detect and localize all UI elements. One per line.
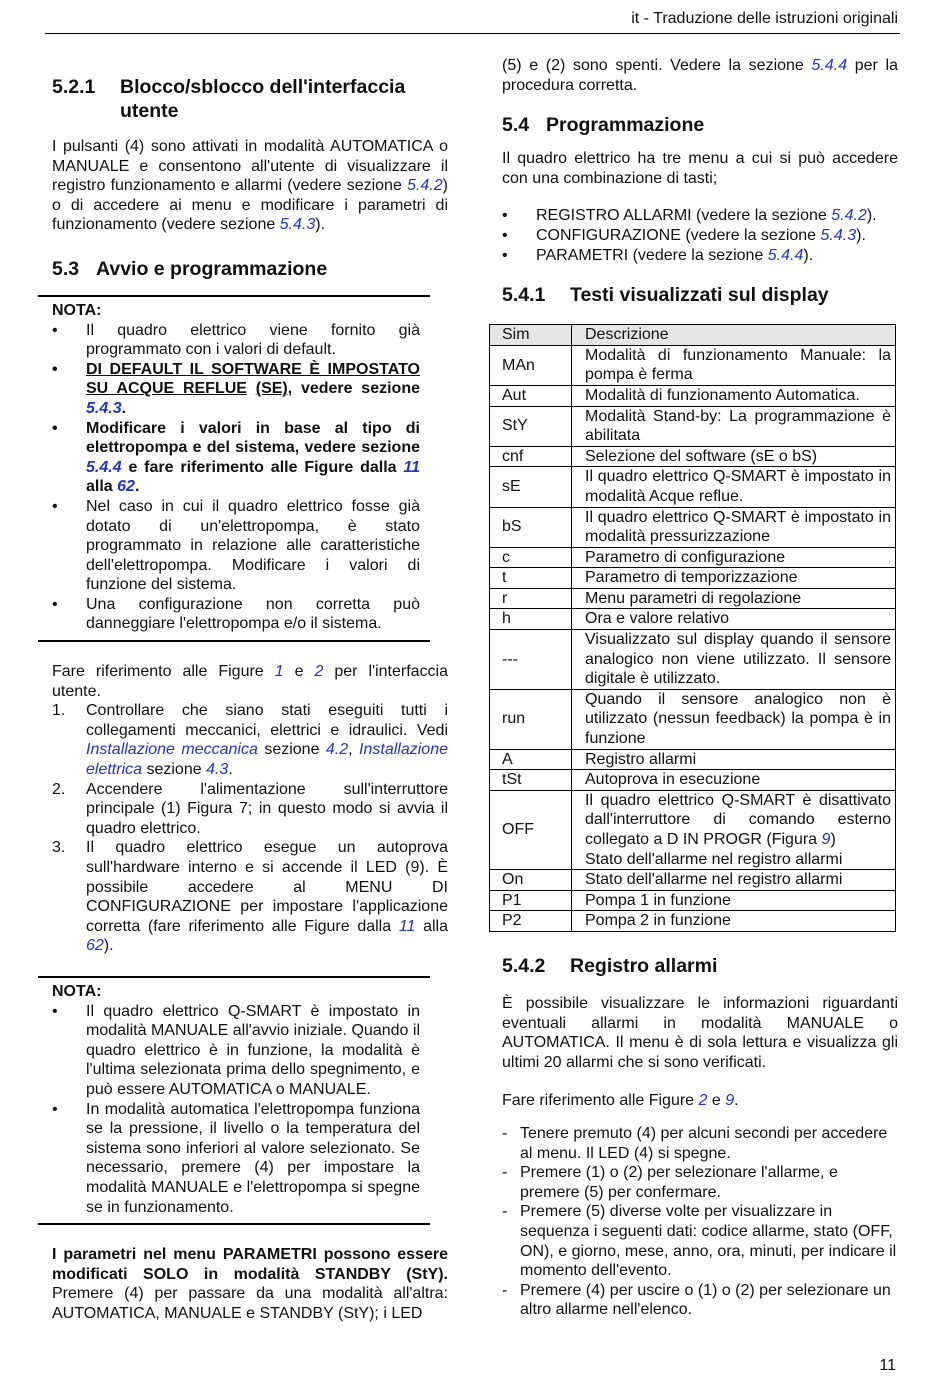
figures-ref: Fare riferimento alle Figure 2 e 9. bbox=[502, 1092, 739, 1110]
link-figure-9[interactable]: 9 bbox=[821, 831, 831, 848]
link-5-4-4[interactable]: 5.4.4 bbox=[811, 57, 848, 74]
table-cell-descrizione: Il quadro elettrico Q-SMART è disattivato dall'interruttore di comando esterno collegato a D IN PROGR (Figura 9) Stato dell'allarme nel registro allarmi bbox=[572, 790, 896, 869]
table-row bbox=[490, 547, 896, 568]
paragraph-5-4: Il quadro elettrico ha tre menu a cui si può accedere con una combinazione di tasti; bbox=[502, 150, 898, 187]
list-item: • In modalità automatica l'elettropompa funziona se la pressione, il livello o la temperatura del sistema sono inferiori al valore selezionato. Se necessario, premere (4) per impostare la modalità MANUALE e l'elettropompa si spegne se in funzionamento. bbox=[52, 1100, 420, 1218]
table-row bbox=[490, 790, 896, 869]
table-cell-sim: h bbox=[490, 609, 572, 630]
table-cell-sim: t bbox=[490, 568, 572, 589]
list-item: • CONFIGURAZIONE (vedere la sezione 5.4.3). bbox=[502, 226, 898, 246]
table-cell-sim: r bbox=[490, 588, 572, 609]
table-cell-descrizione: Pompa 2 in funzione bbox=[572, 911, 896, 932]
link-4-3[interactable]: 4.3 bbox=[206, 761, 229, 779]
table-header-row bbox=[490, 325, 896, 346]
paragraph-5-2-1: I pulsanti (4) sono attivati in modalità AUTOMATICA o MANUALE e consentono all'utente di visualizzare il registro funzionamento e allarmi (vedere sezione 5.4.2) o di accedere ai menu e modificare i parametri di funzionamento (vedere sezione 5.4.3). bbox=[52, 138, 448, 234]
table-cell-descrizione: Modalità di funzionamento Manuale: la pompa è ferma bbox=[572, 345, 896, 385]
table-cell-sim: sE bbox=[490, 467, 572, 507]
table-cell-descrizione: Visualizzato sul display quando il sensore analogico non viene utilizzato. Il sensore digitale è utilizzato. bbox=[572, 630, 896, 690]
heading-5-4-2: 5.4.2 Registro allarmi bbox=[502, 954, 718, 977]
link-5-4-3[interactable]: 5.4.3 bbox=[279, 216, 316, 234]
table-row bbox=[490, 689, 896, 749]
table-row bbox=[490, 609, 896, 630]
steps-list bbox=[52, 701, 448, 956]
table-cell-descrizione: Selezione del software (sE o bS) bbox=[572, 446, 896, 467]
note-box-1 bbox=[38, 295, 430, 642]
table-cell-sim: OFF bbox=[490, 790, 572, 869]
table-cell-sim: MAn bbox=[490, 345, 572, 385]
heading-5-2-1: 5.2.1 Blocco/sblocco dell'interfaccia utente bbox=[52, 76, 406, 122]
table-cell-sim: c bbox=[490, 547, 572, 568]
link-5-4-2[interactable]: 5.4.2 bbox=[831, 207, 867, 225]
list-item: • Una configurazione non corretta può danneggiare l'elettropompa e/o il sistema. bbox=[52, 595, 420, 634]
link-installazione-meccanica[interactable]: Installazione meccanica bbox=[86, 741, 258, 759]
table-row bbox=[490, 568, 896, 589]
table-cell-descrizione: Modalità di funzionamento Automatica. bbox=[572, 385, 896, 406]
list-item: • REGISTRO ALLARMI (vedere la sezione 5.4.2). bbox=[502, 206, 898, 226]
list-item: 1. Controllare che siano stati eseguiti tutti i collegamenti meccanici, elettrici e idraulici. Vedi Installazione meccanica sezione 4.2, Installazione elettrica sezione 4.3. bbox=[52, 702, 448, 779]
table-cell-sim: A bbox=[490, 749, 572, 770]
menu-list bbox=[502, 206, 898, 265]
intro-paragraph: Fare riferimento alle Figure 1 e 2 per l'interfaccia utente. bbox=[52, 663, 449, 700]
table-cell-sim: StY bbox=[490, 406, 572, 446]
table-row bbox=[490, 749, 896, 770]
link-figure-1[interactable]: 1 bbox=[274, 663, 284, 681]
right-column bbox=[502, 56, 898, 1320]
table-cell-descrizione: Il quadro elettrico Q-SMART è impostato in modalità pressurizzazione bbox=[572, 507, 896, 547]
note-list bbox=[52, 1002, 420, 1218]
note-title: NOTA: bbox=[52, 301, 102, 319]
table-cell-sim: bS bbox=[490, 507, 572, 547]
table-cell-sim: run bbox=[490, 689, 572, 749]
column-header-sim: Sim bbox=[490, 325, 572, 346]
table-cell-descrizione: Il quadro elettrico Q-SMART è impostato in modalità Acque reflue. bbox=[572, 467, 896, 507]
table-row bbox=[490, 467, 896, 507]
table-row bbox=[490, 406, 896, 446]
note-title: NOTA: bbox=[52, 982, 102, 1000]
link-figure-2[interactable]: 2 bbox=[314, 663, 324, 681]
link-5-4-3[interactable]: 5.4.3 bbox=[86, 399, 122, 417]
list-item: • Nel caso in cui il quadro elettrico fosse già dotato di un'elettropompa, è stato programmato in relazione alle caratteristiche dell'elettropompa. Modificare i valori di funzione del sistema. bbox=[52, 497, 420, 595]
table-cell-descrizione: Pompa 1 in funzione bbox=[572, 890, 896, 911]
table-row bbox=[490, 345, 896, 385]
continued-paragraph: (5) e (2) sono spenti. Vedere la sezione 5.4.4 per la procedura corretta. bbox=[502, 57, 899, 94]
table-cell-descrizione: Ora e valore relativo bbox=[572, 609, 896, 630]
link-5-4-4[interactable]: 5.4.4 bbox=[86, 458, 122, 476]
table-row bbox=[490, 630, 896, 690]
link-figure-62[interactable]: 62 bbox=[117, 478, 135, 496]
table-row bbox=[490, 588, 896, 609]
list-item: - Premere (1) o (2) per selezionare l'allarme, e premere (5) per confermare. bbox=[502, 1164, 838, 1201]
table-row bbox=[490, 911, 896, 932]
table-cell-descrizione: Parametro di configurazione bbox=[572, 547, 896, 568]
list-item: • PARAMETRI (vedere la sezione 5.4.4). bbox=[502, 246, 898, 266]
list-item: 2. Accendere l'alimentazione sull'interruttore principale (1) Figura 7; in questo modo si avvia il quadro elettrico. bbox=[52, 780, 448, 837]
page-number: 11 bbox=[879, 1357, 896, 1374]
link-installazione-elettrica[interactable]: Installazione elettrica bbox=[86, 741, 448, 779]
params-paragraph: I parametri nel menu PARAMETRI possono essere modificati SOLO in modalità STANDBY (StY). Premere (4) per passare da una modalità all'altra: AUTOMATICA, MANUALE e STANDBY (StY); i LED bbox=[52, 1246, 448, 1322]
heading-5-4-1: 5.4.1 Testi visualizzati sul display bbox=[502, 284, 829, 307]
link-figure-11[interactable]: 11 bbox=[403, 458, 420, 476]
list-item: - Premere (5) diverse volte per visualizzare in sequenza i seguenti dati: codice allarme, stato (OFF, ON), e giorno, mese, anno, ora, minuti, per indicare il momento dell'evento. bbox=[502, 1203, 897, 1280]
link-figure-11[interactable]: 11 bbox=[398, 917, 416, 935]
link-figure-62[interactable]: 62 bbox=[86, 937, 104, 955]
heading-5-3: 5.3 Avvio e programmazione bbox=[52, 257, 328, 280]
table-cell-sim: On bbox=[490, 870, 572, 891]
table-cell-descrizione: Modalità Stand-by: La programmazione è abilitata bbox=[572, 406, 896, 446]
table-cell-sim: cnf bbox=[490, 446, 572, 467]
table-cell-sim: P1 bbox=[490, 890, 572, 911]
list-item: • Il quadro elettrico viene fornito già programmato con i valori di default. bbox=[52, 321, 420, 360]
link-5-4-4[interactable]: 5.4.4 bbox=[767, 246, 804, 264]
list-item: • Il quadro elettrico Q-SMART è impostato in modalità MANUALE all'avvio iniziale. Quando il quadro elettrico è in funzione, la modalità è l'ultima selezionata prima dello spegnimento, e può essere AUTOMATICA o MANUALE. bbox=[52, 1002, 420, 1100]
table-cell-descrizione: Parametro di temporizzazione bbox=[572, 568, 896, 589]
table-cell-descrizione: Registro allarmi bbox=[572, 749, 896, 770]
alarm-steps-list bbox=[502, 1124, 898, 1320]
table-cell-sim: tSt bbox=[490, 770, 572, 791]
list-item: - Premere (4) per uscire o (1) o (2) per selezionare un altro allarme nell'elenco. bbox=[502, 1281, 891, 1319]
heading-5-4: 5.4 Programmazione bbox=[502, 114, 705, 137]
table-cell-descrizione: Menu parametri di regolazione bbox=[572, 588, 896, 609]
table-cell-descrizione: Autoprova in esecuzione bbox=[572, 770, 896, 791]
table-cell-sim: Aut bbox=[490, 385, 572, 406]
link-4-2[interactable]: 4.2 bbox=[325, 741, 349, 759]
note-list bbox=[52, 321, 420, 635]
list-item: 3. Il quadro elettrico esegue un autoprova sull'hardware interno e si accende il LED (9). È possibile accedere al MENU DI CONFIGURAZIONE per impostare l'applicazione corretta (fare riferimento alle Figure dalla 11 alla 62). bbox=[52, 839, 448, 955]
list-item: • Modificare i valori in base al tipo di elettropompa e del sistema, vedere sezione 5.4.4 e fare riferimento alle Figure dalla 11 alla 62. bbox=[52, 419, 420, 497]
link-figure-2[interactable]: 2 bbox=[698, 1092, 708, 1110]
table-row bbox=[490, 770, 896, 791]
table-row bbox=[490, 890, 896, 911]
note-box-2 bbox=[38, 976, 430, 1225]
page-header: it - Traduzione delle istruzioni originali bbox=[631, 10, 898, 27]
list-item: • DI DEFAULT IL SOFTWARE È IMPOSTATO SU ACQUE REFLUE (SE), vedere sezione 5.4.3. bbox=[52, 360, 420, 419]
table-cell-sim: P2 bbox=[490, 911, 572, 932]
list-item: - Tenere premuto (4) per alcuni secondi per accedere al menu. Il LED (4) si spegne. bbox=[502, 1124, 888, 1162]
table-row bbox=[490, 385, 896, 406]
link-5-4-2[interactable]: 5.4.2 bbox=[407, 177, 443, 195]
link-5-4-3[interactable]: 5.4.3 bbox=[820, 226, 857, 244]
left-column bbox=[52, 75, 448, 1323]
table-row bbox=[490, 507, 896, 547]
paragraph-5-4-2: È possibile visualizzare le informazioni riguardanti eventuali allarmi in modalità MANUALE o AUTOMATICA. Il menu è di sola lettura e visualizza gli ultimi 20 allarmi che si sono verificati. bbox=[502, 994, 898, 1071]
table-row bbox=[490, 446, 896, 467]
table-cell-descrizione: Quando il sensore analogico non è utilizzato (nessun feedback) la pompa è in funzione bbox=[572, 689, 896, 749]
link-figure-9[interactable]: 9 bbox=[725, 1092, 735, 1110]
column-header-descrizione: Descrizione bbox=[572, 325, 896, 346]
table-cell-descrizione: Stato dell'allarme nel registro allarmi bbox=[572, 870, 896, 891]
table-row bbox=[490, 870, 896, 891]
display-texts-table bbox=[489, 324, 896, 932]
table-cell-sim: --- bbox=[490, 630, 572, 690]
header-rule bbox=[45, 33, 900, 34]
